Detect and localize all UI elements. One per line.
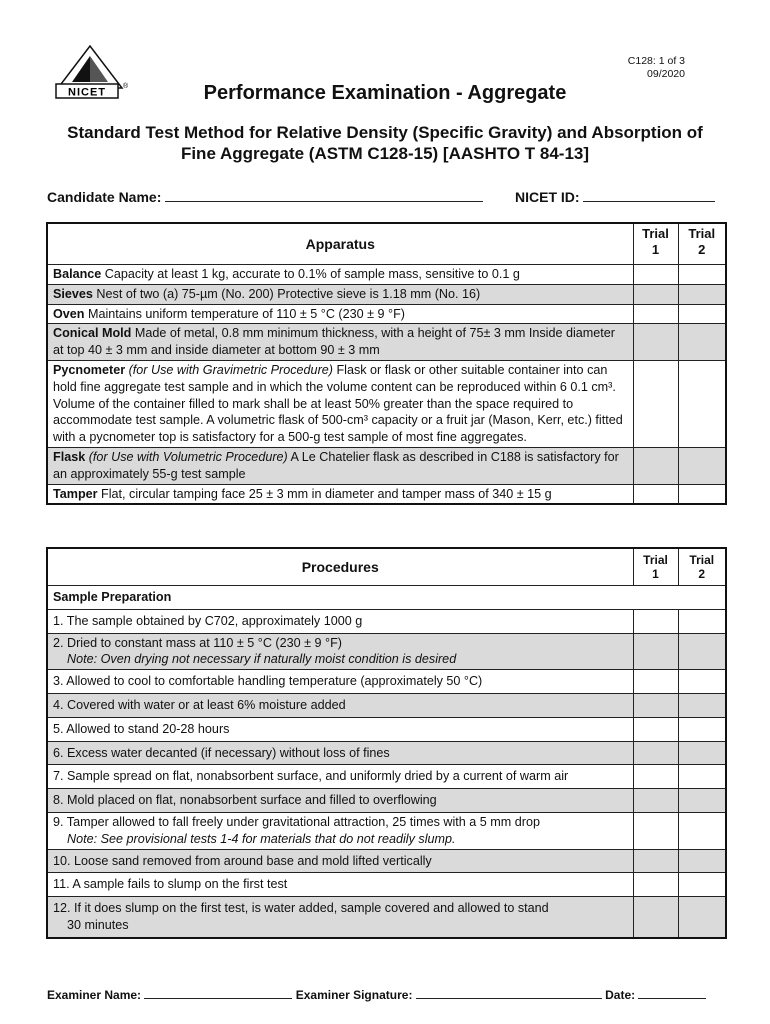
apparatus-text: A Le Chatelier flask as described in C188 is satisfactory for an approximately 55-g test sample: [53, 449, 619, 481]
step-text: 1. The sample obtained by C702, approximately 1000 g: [47, 609, 633, 633]
apparatus-row-pycnometer: [47, 360, 726, 447]
candidate-name-row: [47, 187, 483, 205]
procedure-step-3: [47, 670, 726, 694]
candidate-name-field[interactable]: [165, 187, 483, 202]
step-text: 3. Allowed to cool to comfortable handling temperature (approximately 50 °C): [47, 670, 633, 694]
trial-1-checkbox[interactable]: [633, 789, 678, 813]
step-note: Note: Oven drying not necessary if naturally moist condition is desired: [67, 652, 457, 667]
procedure-step-7: [47, 765, 726, 789]
apparatus-qualifier: (for Use with Gravimetric Procedure): [125, 362, 333, 377]
procedures-heading: Procedures: [47, 548, 633, 586]
step-text: 7. Sample spread on flat, nonabsorbent surface, and uniformly dried by a current of warm air: [47, 765, 633, 789]
trial-2-checkbox[interactable]: [678, 789, 726, 813]
trial-1-checkbox[interactable]: [633, 693, 678, 717]
trial-2-checkbox[interactable]: [678, 304, 726, 324]
procedure-step-12: [47, 897, 726, 938]
trial-1-checkbox[interactable]: [633, 897, 678, 938]
trial-2-checkbox[interactable]: [678, 873, 726, 897]
procedure-step-2: [47, 633, 726, 670]
apparatus-row-oven: [47, 304, 726, 324]
trial-2-checkbox[interactable]: [678, 670, 726, 694]
apparatus-name: Sieves: [53, 286, 93, 301]
trial-2-checkbox[interactable]: [678, 609, 726, 633]
doc-date: 09/2020: [647, 68, 685, 80]
trial-2-checkbox[interactable]: [678, 765, 726, 789]
procedure-step-10: [47, 849, 726, 873]
page-title: Performance Examination - Aggregate: [203, 82, 567, 104]
step-continuation: 30 minutes: [67, 917, 129, 932]
trial-1-checkbox[interactable]: [633, 304, 678, 324]
step-note: Note: See provisional tests 1-4 for materials that do not readily slump.: [67, 831, 456, 846]
apparatus-row-conical-mold: [47, 324, 726, 361]
procedures-trial-2-header: Trial 2: [678, 548, 726, 586]
apparatus-text: Capacity at least 1 kg, accurate to 0.1% of sample mass, sensitive to 0.1 g: [101, 267, 520, 281]
apparatus-row-tamper: [47, 484, 726, 504]
apparatus-name: Conical Mold: [53, 326, 132, 341]
page-subtitle: [40, 122, 730, 164]
svg-text:®: ®: [123, 83, 129, 90]
trial-1-checkbox[interactable]: [633, 670, 678, 694]
document-number: [600, 55, 685, 81]
procedure-step-5: [47, 717, 726, 741]
step-text: 2. Dried to constant mass at 110 ± 5 °C (230 ± 9 °F): [53, 635, 342, 650]
trial-2-checkbox[interactable]: [678, 265, 726, 285]
trial-1-checkbox[interactable]: [633, 609, 678, 633]
nicet-id-row: [515, 187, 715, 205]
apparatus-text: Nest of two (a) 75-µm (No. 200) Protective sieve is 1.18 mm (No. 16): [92, 286, 481, 301]
date-label: Date:: [605, 988, 636, 1002]
step-text: 5. Allowed to stand 20-28 hours: [47, 717, 633, 741]
subtitle-line-2: Fine Aggregate (ASTM C128-15) [AASHTO T 84-13]: [180, 144, 590, 163]
step-text: 6. Excess water decanted (if necessary) without loss of fines: [47, 741, 633, 765]
trial-2-checkbox[interactable]: [678, 447, 726, 484]
sample-preparation-heading: Sample Preparation: [47, 586, 726, 610]
step-text: 4. Covered with water or at least 6% moisture added: [47, 693, 633, 717]
trial-1-checkbox[interactable]: [633, 484, 678, 504]
trial-2-checkbox[interactable]: [678, 897, 726, 938]
trial-2-checkbox[interactable]: [678, 849, 726, 873]
apparatus-text: Maintains uniform temperature of 110 ± 5 °C (230 ± 9 °F): [84, 306, 405, 321]
examiner-footer: [47, 987, 706, 1002]
apparatus-text: Flask or flask or other suitable container into can hold fine aggregate test sample and in which the volume content can be reproduced within 6 0.1 cm³. Volume of the container filled to mark shall be at least 50% greater than the space required to accommodate test sample. A volumetric flask of 500-cm³ capacity or a fruit jar (Mason, Kerr, etc.) fitted with a pycnometer top is satisfactory for a 500-g test sample of most fine aggregates.: [53, 362, 623, 445]
trial-2-checkbox[interactable]: [678, 812, 726, 849]
apparatus-name: Tamper: [53, 486, 98, 501]
trial-2-checkbox[interactable]: [678, 633, 726, 670]
step-text: 10. Loose sand removed from around base and mold lifted vertically: [47, 849, 633, 873]
trial-2-checkbox[interactable]: [678, 360, 726, 447]
apparatus-trial-1-header: Trial 1: [633, 223, 678, 265]
procedure-step-6: [47, 741, 726, 765]
step-text: 8. Mold placed on flat, nonabsorbent surface and filled to overflowing: [47, 789, 633, 813]
trial-2-checkbox[interactable]: [678, 484, 726, 504]
step-text: 9. Tamper allowed to fall freely under gravitational attraction, 25 times with a 5 mm drop: [53, 814, 540, 829]
nicet-id-field[interactable]: [583, 187, 715, 202]
trial-1-checkbox[interactable]: [633, 741, 678, 765]
procedure-step-11: [47, 873, 726, 897]
apparatus-heading: Apparatus: [47, 223, 633, 265]
trial-1-checkbox[interactable]: [633, 849, 678, 873]
apparatus-name: Balance: [53, 267, 102, 281]
date-field[interactable]: [638, 987, 706, 999]
procedures-table: [46, 547, 727, 939]
examiner-name-label: Examiner Name:: [47, 988, 142, 1002]
procedure-step-4: [47, 693, 726, 717]
trial-1-checkbox[interactable]: [633, 812, 678, 849]
procedures-header-row: [47, 548, 726, 586]
examiner-name-field[interactable]: [144, 987, 292, 999]
examiner-signature-field[interactable]: [416, 987, 602, 999]
trial-2-checkbox[interactable]: [678, 324, 726, 361]
apparatus-text: Flat, circular tamping face 25 ± 3 mm in diameter and tamper mass of 340 ± 15 g: [97, 486, 552, 501]
procedure-step-9: [47, 812, 726, 849]
apparatus-table: [46, 222, 727, 505]
examiner-signature-label: Examiner Signature:: [295, 988, 413, 1002]
doc-number: C128: 1 of 3: [627, 55, 685, 67]
procedures-trial-1-header: Trial 1: [633, 548, 678, 586]
trial-2-checkbox[interactable]: [678, 741, 726, 765]
trial-1-checkbox[interactable]: [633, 324, 678, 361]
trial-2-checkbox[interactable]: [678, 284, 726, 304]
apparatus-name: Pycnometer: [53, 362, 126, 377]
procedure-step-8: [47, 789, 726, 813]
trial-2-checkbox[interactable]: [678, 717, 726, 741]
apparatus-row-flask: [47, 447, 726, 484]
apparatus-name: Flask: [53, 449, 86, 464]
section-row: [47, 586, 726, 610]
trial-1-checkbox[interactable]: [633, 633, 678, 670]
apparatus-trial-2-header: Trial 2: [678, 223, 726, 265]
procedure-step-1: [47, 609, 726, 633]
step-text: 12. If it does slump on the first test, is water added, sample covered and allowed to stand: [53, 901, 549, 916]
apparatus-row-balance: [47, 265, 726, 285]
nicet-id-label: NICET ID:: [515, 189, 580, 205]
apparatus-header-row: [47, 223, 726, 265]
trial-1-checkbox[interactable]: [633, 265, 678, 285]
apparatus-text: Made of metal, 0.8 mm minimum thickness, with a height of 75± 3 mm Inside diameter at top 40 ± 3 mm and inside diameter at bottom 90 ± 3 mm: [53, 326, 615, 358]
trial-2-checkbox[interactable]: [678, 693, 726, 717]
apparatus-row-sieves: [47, 284, 726, 304]
candidate-name-label: Candidate Name:: [47, 189, 162, 205]
trial-1-checkbox[interactable]: [633, 765, 678, 789]
trial-1-checkbox[interactable]: [633, 717, 678, 741]
step-text: 11. A sample fails to slump on the first test: [47, 873, 633, 897]
apparatus-name: Oven: [53, 306, 85, 321]
trial-1-checkbox[interactable]: [633, 447, 678, 484]
apparatus-qualifier: (for Use with Volumetric Procedure): [85, 449, 288, 464]
trial-1-checkbox[interactable]: [633, 873, 678, 897]
logo-text: NICET: [68, 86, 106, 99]
subtitle-line-1: Standard Test Method for Relative Density (Specific Gravity) and Absorption of: [67, 123, 703, 142]
trial-1-checkbox[interactable]: [633, 360, 678, 447]
trial-1-checkbox[interactable]: [633, 284, 678, 304]
